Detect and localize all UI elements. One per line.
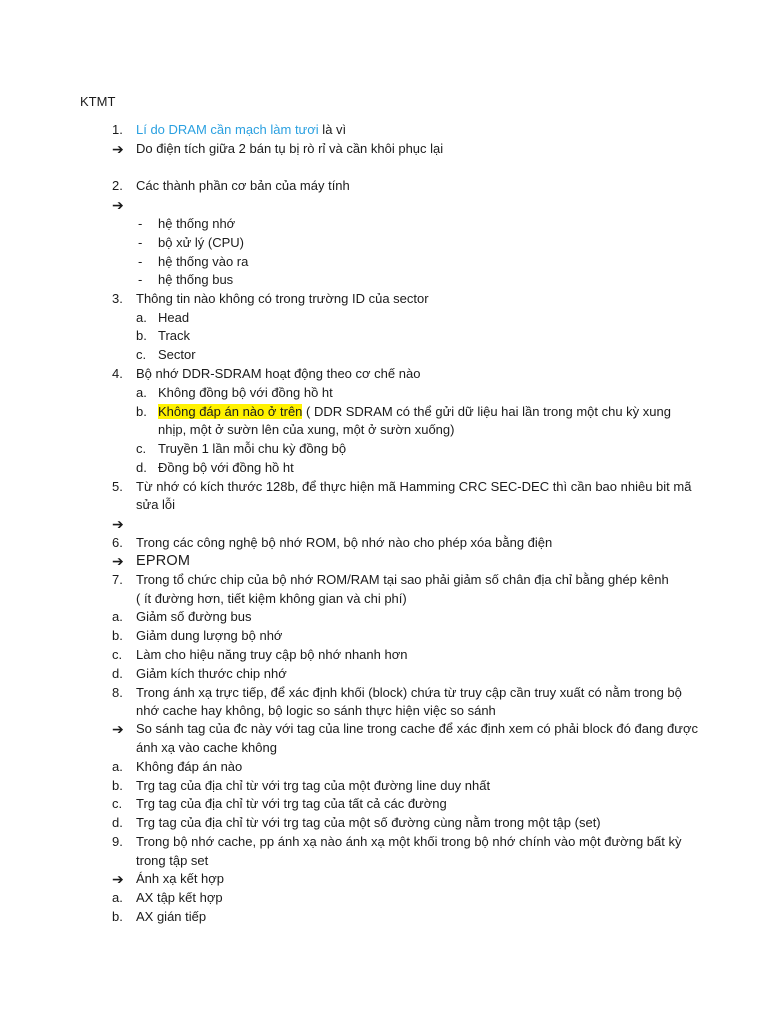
- q9-number: 9.: [112, 834, 123, 849]
- q4-option-b-note: ( DDR SDRAM có thể gửi dữ liệu hai lần trong một chu kỳ xung: [302, 404, 671, 419]
- q4-option-b-note-cont: nhịp, một ở sườn lên của xung, một ở sườn xuống): [158, 422, 455, 437]
- q8-question: Trong ánh xạ trực tiếp, để xác định khối (block) chứa từ truy cập cần truy xuất có nằm trong bộ: [136, 685, 682, 700]
- q1-question-rest: là vì: [318, 122, 347, 137]
- q2-arrow-icon: ➔: [112, 197, 124, 213]
- q5-arrow-icon: ➔: [112, 516, 124, 532]
- q9-answer: Ánh xạ kết hợp: [136, 871, 225, 886]
- q8-arrow-icon: ➔: [112, 721, 124, 737]
- q9-question: Trong bộ nhớ cache, pp ánh xạ nào ánh xạ một khối trong bộ nhớ chính vào một đường bất kỳ: [136, 834, 682, 849]
- q4-option-marker: d.: [136, 460, 147, 475]
- q6-answer: EPROM: [136, 553, 191, 569]
- q2-item-marker: -: [138, 235, 143, 250]
- q1-arrow-icon: ➔: [112, 141, 124, 157]
- q3-number: 3.: [112, 291, 123, 306]
- q7-option-marker: c.: [112, 647, 123, 662]
- q3-question: Thông tin nào không có trong trường ID của sector: [136, 291, 429, 306]
- q4-option-marker: a.: [136, 385, 147, 400]
- q2-item: bộ xử lý (CPU): [158, 235, 244, 250]
- q5-question: Từ nhớ có kích thước 128b, để thực hiện mã Hamming CRC SEC-DEC thì cần bao nhiêu bit mã: [136, 479, 692, 494]
- q8-answer-cont: ánh xạ vào cache không: [136, 740, 277, 755]
- q7-option: Giảm số đường bus: [136, 609, 252, 624]
- q8-option-marker: d.: [112, 815, 123, 830]
- q2-item-marker: -: [138, 254, 143, 269]
- q7-question-cont: ( ít đường hơn, tiết kiệm không gian và chi phí): [136, 591, 407, 606]
- q6-number: 6.: [112, 535, 123, 550]
- q4-option-d: Đồng bộ với đồng hồ ht: [158, 460, 294, 475]
- q3-option: Sector: [158, 347, 196, 362]
- q1-number: 1.: [112, 122, 123, 137]
- q3-option: Head: [158, 310, 190, 325]
- document-title: KTMT: [80, 94, 116, 109]
- q4-number: 4.: [112, 366, 123, 381]
- q6-arrow-icon: ➔: [112, 553, 124, 569]
- q3-option-marker: a.: [136, 310, 147, 325]
- q1-question: [136, 121, 346, 139]
- q8-option-marker: c.: [112, 796, 123, 811]
- q7-number: 7.: [112, 572, 123, 587]
- q6-question: Trong các công nghệ bộ nhớ ROM, bộ nhớ nào cho phép xóa bằng điện: [136, 535, 553, 550]
- q9-option-marker: b.: [112, 909, 123, 924]
- q9-question-cont: trong tập set: [136, 853, 209, 868]
- q8-number: 8.: [112, 685, 123, 700]
- q7-option: Làm cho hiệu năng truy cập bộ nhớ nhanh hơn: [136, 647, 408, 662]
- q2-item: hệ thống vào ra: [158, 254, 249, 269]
- q7-option: Giảm kích thước chip nhớ: [136, 666, 287, 681]
- q3-option: Track: [158, 328, 191, 343]
- q8-option: Trg tag của địa chỉ từ với trg tag của một số đường cùng nằm trong một tập (set): [136, 815, 601, 830]
- q2-item: hệ thống nhớ: [158, 216, 236, 231]
- q5-number: 5.: [112, 479, 123, 494]
- q9-option: AX gián tiếp: [136, 909, 207, 924]
- q2-item-marker: -: [138, 216, 143, 231]
- q8-answer: So sánh tag của đc này với tag của line trong cache để xác định xem có phải block đó đang được: [136, 721, 698, 736]
- q2-item: hệ thống bus: [158, 272, 234, 287]
- q9-option-marker: a.: [112, 890, 123, 905]
- q7-option-marker: d.: [112, 666, 123, 681]
- q9-option: AX tập kết hợp: [136, 890, 223, 905]
- q8-question-cont: nhớ cache hay không, bộ logic so sánh thực hiện việc so sánh: [136, 703, 496, 718]
- q8-option: Trg tag của địa chỉ từ với trg tag của tất cả các đường: [136, 796, 447, 811]
- q2-number: 2.: [112, 178, 123, 193]
- q9-arrow-icon: ➔: [112, 871, 124, 887]
- q4-option-a: Không đồng bộ với đồng hồ ht: [158, 385, 333, 400]
- q1-link[interactable]: Lí do DRAM cần mạch làm tươi: [136, 122, 319, 137]
- q2-item-marker: -: [138, 272, 143, 287]
- q4-option-b: [158, 403, 671, 421]
- q7-option: Giảm dung lượng bộ nhớ: [136, 628, 283, 643]
- q1-answer: Do điện tích giữa 2 bán tụ bị rò rỉ và cần khôi phục lại: [136, 141, 444, 156]
- q4-option-c: Truyền 1 lần mỗi chu kỳ đồng bộ: [158, 441, 347, 456]
- q3-option-marker: c.: [136, 347, 147, 362]
- q5-question-cont: sửa lỗi: [136, 497, 176, 512]
- q3-option-marker: b.: [136, 328, 147, 343]
- q4-question: Bộ nhớ DDR-SDRAM hoạt động theo cơ chế nào: [136, 366, 421, 381]
- q8-option-marker: b.: [112, 778, 123, 793]
- q4-highlighted-answer: Không đáp án nào ở trên: [158, 404, 303, 419]
- q4-option-marker: c.: [136, 441, 147, 456]
- q8-option-marker: a.: [112, 759, 123, 774]
- q4-option-marker: b.: [136, 404, 147, 419]
- q8-option: Không đáp án nào: [136, 759, 243, 774]
- q2-question: Các thành phần cơ bản của máy tính: [136, 178, 350, 193]
- q7-question: Trong tổ chức chip của bộ nhớ ROM/RAM tại sao phải giảm số chân địa chỉ bằng ghép kênh: [136, 572, 669, 587]
- q7-option-marker: b.: [112, 628, 123, 643]
- q7-option-marker: a.: [112, 609, 123, 624]
- q8-option: Trg tag của địa chỉ từ với trg tag của một đường line duy nhất: [136, 778, 491, 793]
